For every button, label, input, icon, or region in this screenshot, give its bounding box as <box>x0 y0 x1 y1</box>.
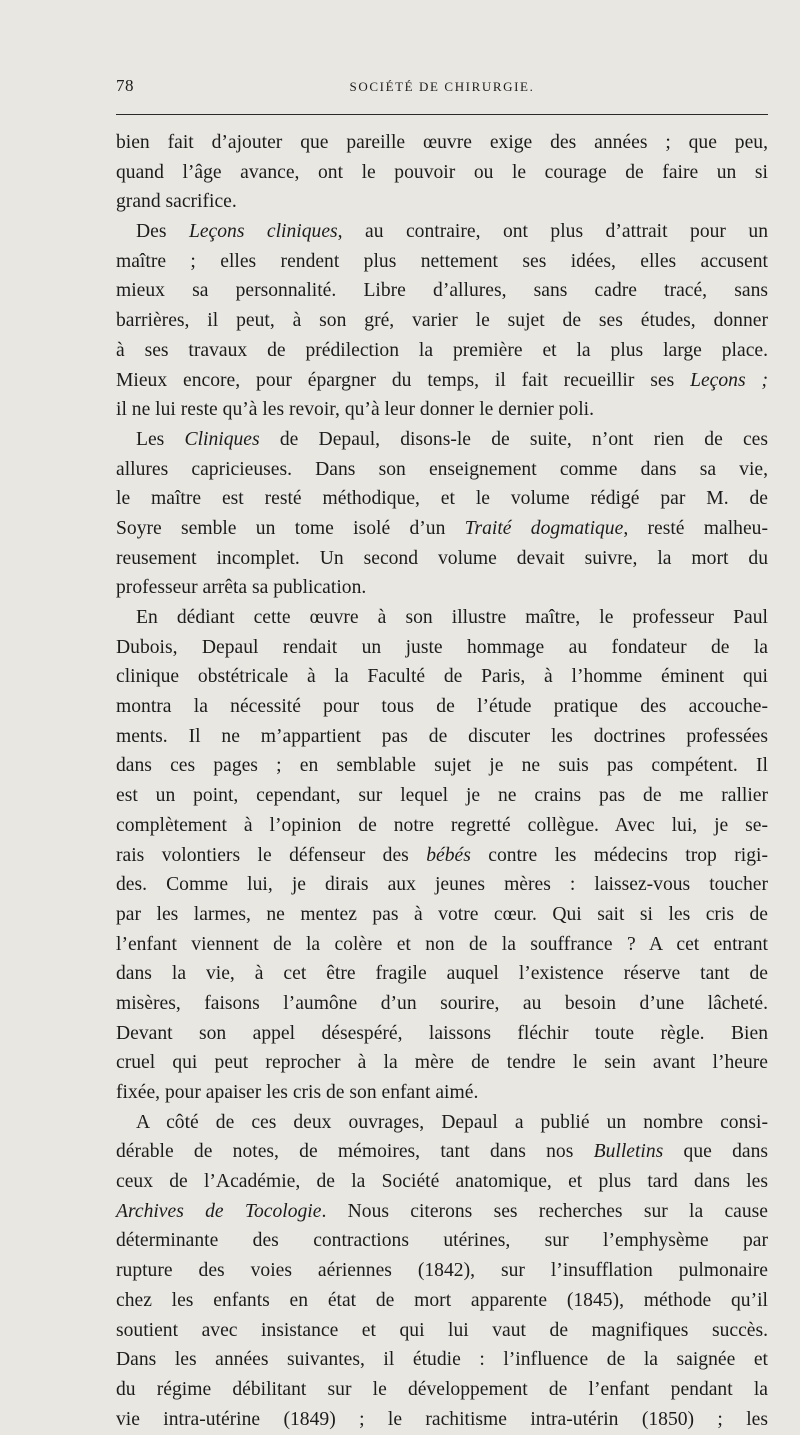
italic-title: Bulletins <box>593 1141 664 1163</box>
text-run: est un point, cependant, sur lequel je ne crains pas de me rallier <box>116 785 768 807</box>
text-run: montra la nécessité pour tous de l’étude pratique des accouche- <box>116 696 768 718</box>
text-run: Soyre semble un tome isolé d’un <box>116 517 465 539</box>
text-run: dans la vie, à cet être fragile auquel l’existence réserve tant de <box>116 963 768 985</box>
text-line <box>116 247 768 277</box>
text-line <box>116 455 768 485</box>
text-line <box>116 1108 768 1138</box>
text-line <box>116 366 768 396</box>
text-run: grand sacrifice. <box>116 191 237 213</box>
text-line <box>116 662 768 692</box>
italic-title: Cliniques <box>184 428 260 450</box>
running-head: SOCIÉTÉ DE CHIRURGIE. <box>349 79 535 94</box>
text-line <box>116 1256 768 1286</box>
text-line <box>116 841 768 871</box>
text-run: , au contraire, ont plus d’attrait pour un <box>337 221 768 243</box>
text-run: Mieux encore, pour épargner du temps, il fait recueillir ses <box>116 369 691 391</box>
text-line <box>116 1286 768 1316</box>
text-line <box>116 1197 768 1227</box>
text-run: Les <box>136 428 185 450</box>
text-run: des. Comme lui, je dirais aux jeunes mères : laissez-vous toucher <box>116 874 768 896</box>
text-run: . Nous citerons ses recherches sur la cause <box>321 1200 768 1222</box>
text-run: ceux de l’Académie, de la Société anatomique, et plus tard dans les <box>116 1171 768 1193</box>
text-run: déterminante des contractions utérines, sur l’emphysème par <box>116 1230 768 1252</box>
header-rule <box>116 114 768 115</box>
text-run: vie intra-utérine (1849) ; le rachitisme intra-utérin (1850) ; les <box>116 1408 768 1430</box>
text-run: complètement à l’opinion de notre regretté collègue. Avec lui, je se- <box>116 814 768 836</box>
text-line <box>116 781 768 811</box>
text-run: Des <box>136 221 189 243</box>
text-run: bien fait d’ajouter que pareille œuvre exige des années ; que peu, <box>116 132 768 153</box>
text-line <box>116 811 768 841</box>
text-run: à ses travaux de prédilection la première et la plus large place. <box>116 339 768 361</box>
body-text <box>116 128 768 1434</box>
text-run: barrières, il peut, à son gré, varier le sujet de ses études, donner <box>116 310 768 332</box>
text-line <box>116 1137 768 1167</box>
text-line <box>116 336 768 366</box>
text-line <box>116 900 768 930</box>
text-run: maître ; elles rendent plus nettement ses idées, elles accusent <box>116 250 768 272</box>
text-line <box>116 217 768 247</box>
text-run: chez les enfants en état de mort apparente (1845), méthode qu’il <box>116 1289 768 1311</box>
text-line <box>116 514 768 544</box>
text-line <box>116 959 768 989</box>
text-line <box>116 1048 768 1078</box>
text-line <box>116 276 768 306</box>
text-line <box>116 870 768 900</box>
text-line <box>116 989 768 1019</box>
page-number: 78 <box>116 76 134 95</box>
text-line <box>116 306 768 336</box>
text-line <box>116 692 768 722</box>
text-line <box>116 128 768 158</box>
text-run: rais volontiers le défenseur des <box>116 844 427 866</box>
text-run: allures capricieuses. Dans son enseignement comme dans sa vie, <box>116 458 768 480</box>
text-run: contre les médecins trop rigi- <box>470 844 768 866</box>
text-line <box>116 751 768 781</box>
italic-title: Archives de Tocologie <box>116 1200 322 1222</box>
text-run: de Depaul, disons-le de suite, n’ont rien de ces <box>259 428 768 450</box>
text-line <box>116 395 768 425</box>
text-line <box>116 1226 768 1256</box>
text-run: que dans <box>663 1141 768 1163</box>
text-run: par les larmes, ne mentez pas à votre cœur. Qui sait si les cris de <box>116 903 768 925</box>
text-run: rupture des voies aériennes (1842), sur l’insufflation pulmonaire <box>116 1260 768 1282</box>
italic-title: bébés <box>426 844 471 866</box>
text-run: il ne lui reste qu’à les revoir, qu’à leur donner le dernier poli. <box>116 399 594 421</box>
italic-title: Leçons ; <box>690 369 768 391</box>
text-line <box>116 187 768 217</box>
text-line <box>116 633 768 663</box>
text-run: cruel qui peut reprocher à la mère de tendre le sein avant l’heure <box>116 1052 768 1074</box>
text-line <box>116 603 768 633</box>
text-line <box>116 722 768 752</box>
text-run: reusement incomplet. Un second volume devait suivre, la mort du <box>116 547 768 569</box>
text-line <box>116 1078 768 1108</box>
text-run: En dédiant cette œuvre à son illustre maître, le professeur Paul <box>136 607 768 628</box>
text-line <box>116 1405 768 1435</box>
text-run: misères, faisons l’aumône d’un sourire, au besoin d’une lâcheté. <box>116 992 768 1014</box>
text-line <box>116 573 768 603</box>
text-run: , resté malheu- <box>623 517 768 539</box>
text-run: soutient avec insistance et qui lui vaut de magnifiques succès. <box>116 1319 768 1341</box>
text-run: Dubois, Depaul rendait un juste hommage au fondateur de la <box>116 636 768 658</box>
text-run: dans ces pages ; en semblable sujet je ne suis pas compétent. Il <box>116 755 768 777</box>
italic-title: Leçons cliniques <box>188 221 338 243</box>
text-run: A côté de ces deux ouvrages, Depaul a publié un nombre consi- <box>136 1111 768 1133</box>
text-line <box>116 544 768 574</box>
text-run: Devant son appel désespéré, laissons fléchir toute règle. Bien <box>116 1022 768 1044</box>
text-run: l’enfant viennent de la colère et non de la souffrance ? A cet entrant <box>116 933 768 955</box>
text-run: Dans les années suivantes, il étudie : l’influence de la saignée et <box>116 1349 768 1371</box>
text-line <box>116 1019 768 1049</box>
text-line <box>116 484 768 514</box>
page-header <box>116 76 768 100</box>
text-run: professeur arrêta sa publication. <box>116 577 367 599</box>
text-line <box>116 158 768 188</box>
text-line <box>116 1345 768 1375</box>
text-run: clinique obstétricale à la Faculté de Paris, à l’homme éminent qui <box>116 666 768 688</box>
italic-title: Traité dogmatique <box>464 517 624 539</box>
text-run: le maître est resté méthodique, et le volume rédigé par M. de <box>116 488 768 510</box>
text-line <box>116 1316 768 1346</box>
text-run: dérable de notes, de mémoires, tant dans nos <box>116 1141 594 1163</box>
text-line <box>116 425 768 455</box>
text-line <box>116 1167 768 1197</box>
text-run: du régime débilitant sur le développement de l’enfant pendant la <box>116 1378 768 1400</box>
text-line <box>116 1375 768 1405</box>
text-run: fixée, pour apaiser les cris de son enfant aimé. <box>116 1082 479 1103</box>
text-line <box>116 930 768 960</box>
text-run: ments. Il ne m’appartient pas de discuter les doctrines professées <box>116 725 768 747</box>
text-run: quand l’âge avance, ont le pouvoir ou le courage de faire un si <box>116 161 768 183</box>
text-run: mieux sa personnalité. Libre d’allures, sans cadre tracé, sans <box>116 280 768 302</box>
